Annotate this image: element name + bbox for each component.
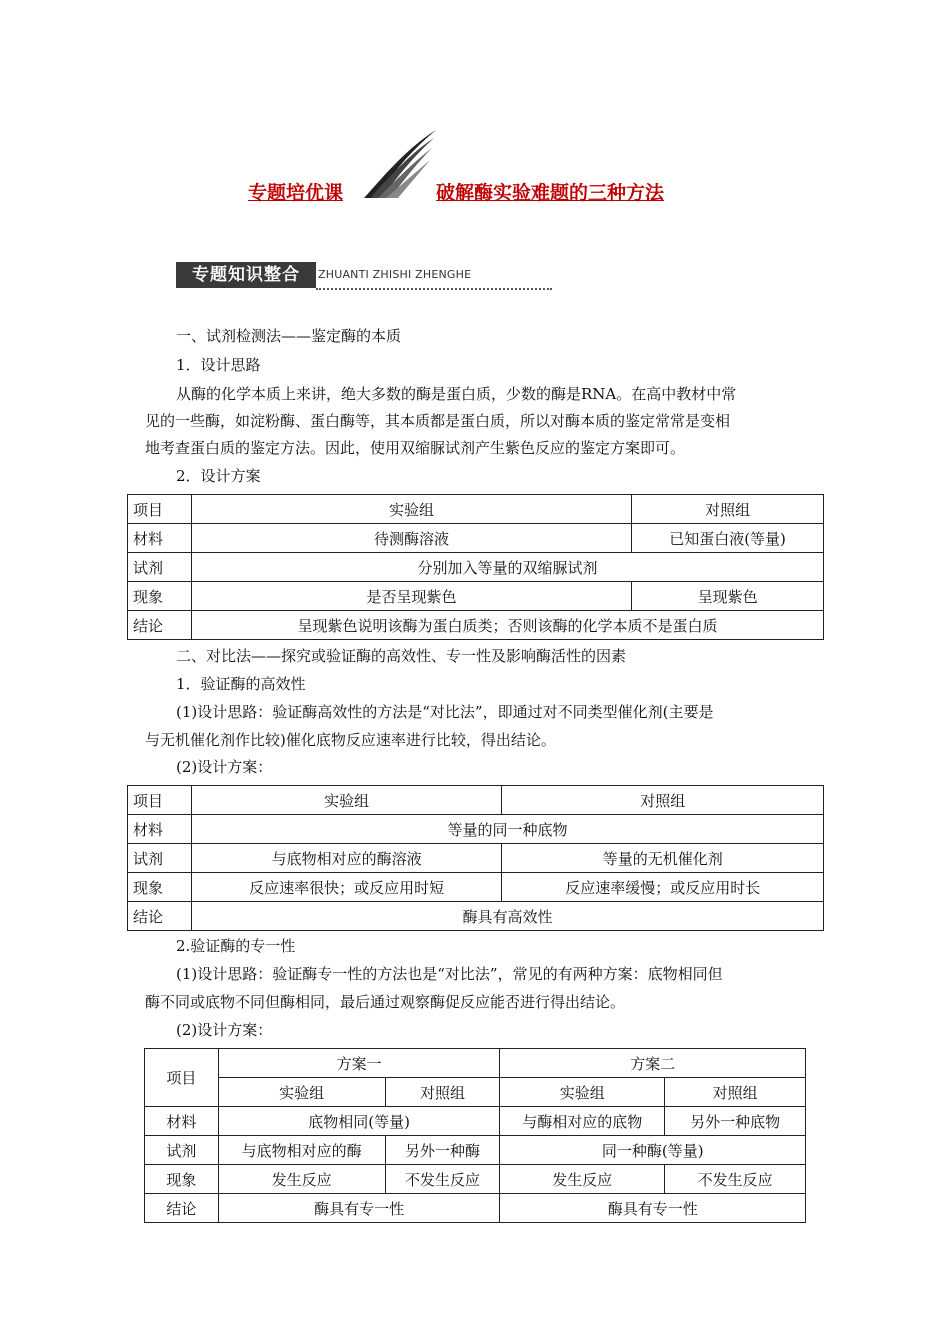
table-row <box>145 1136 806 1165</box>
banner-title: 专题知识整合 <box>176 262 316 288</box>
banner-divider <box>316 288 552 290</box>
swoosh-decoration-icon <box>362 128 438 200</box>
table-row <box>128 844 824 873</box>
table-cell: 底物相同(等量) <box>218 1107 500 1136</box>
section1-sub1: 1．设计思路 <box>176 356 261 374</box>
table-cell: 现象 <box>145 1165 219 1194</box>
table-cell: 酶具有专一性 <box>218 1194 500 1223</box>
table-cell: 发生反应 <box>500 1165 665 1194</box>
table-specificity <box>144 1048 806 1223</box>
table-row <box>128 815 824 844</box>
table-cell: 是否呈现紫色 <box>191 582 631 611</box>
table-row <box>128 495 824 524</box>
table-cell: 现象 <box>128 582 192 611</box>
table-cell: 同一种酶(等量) <box>500 1136 806 1165</box>
table-cell: 已知蛋白液(等量) <box>632 524 824 553</box>
table-cell: 实验组 <box>191 495 631 524</box>
table-row <box>145 1078 806 1107</box>
table-row <box>145 1165 806 1194</box>
table-cell: 呈现紫色 <box>632 582 824 611</box>
section2-plan2: (2)设计方案： <box>176 1021 273 1039</box>
table-cell: 对照组 <box>632 495 824 524</box>
section1-para-line: 见的一些酶，如淀粉酶、蛋白酶等，其本质都是蛋白质，所以对酶本质的鉴定常常是变相 <box>145 412 731 430</box>
section1-para-line: 地考查蛋白质的鉴定方法。因此，使用双缩脲试剂产生紫色反应的鉴定方案即可。 <box>145 439 686 457</box>
table-cell: 另外一种酶 <box>385 1136 500 1165</box>
section1-sub2: 2．设计方案 <box>176 467 261 485</box>
table-row <box>128 902 824 931</box>
table-cell: 不发生反应 <box>665 1165 806 1194</box>
table-row <box>128 786 824 815</box>
section2-plan1: (2)设计方案： <box>176 758 273 776</box>
table-cell: 项目 <box>145 1049 219 1107</box>
table-cell: 反应速率缓慢；或反应用时长 <box>502 873 824 902</box>
table-cell: 酶具有高效性 <box>191 902 823 931</box>
section1-heading: 一、试剂检测法——鉴定酶的本质 <box>176 327 402 345</box>
table-cell: 待测酶溶液 <box>191 524 631 553</box>
title-left: 专题培优课 <box>248 182 344 204</box>
table-cell: 材料 <box>145 1107 219 1136</box>
table-cell: 方案二 <box>500 1049 806 1078</box>
section2-para2-line: (1)设计思路：验证酶专一性的方法也是“对比法”，常见的有两种方案：底物相同但 <box>176 965 723 983</box>
table-cell: 不发生反应 <box>385 1165 500 1194</box>
table-row <box>128 873 824 902</box>
table-cell: 反应速率很快；或反应用时短 <box>191 873 502 902</box>
table-row <box>145 1049 806 1078</box>
table-cell: 与底物相对应的酶溶液 <box>191 844 502 873</box>
table-cell: 方案一 <box>218 1049 500 1078</box>
table-cell: 实验组 <box>500 1078 665 1107</box>
section1-para-line: 从酶的化学本质上来讲，绝大多数的酶是蛋白质，少数的酶是RNA。在高中教材中常 <box>176 385 737 403</box>
table-cell: 与底物相对应的酶 <box>218 1136 385 1165</box>
section2-heading: 二、对比法——探究或验证酶的高效性、专一性及影响酶活性的因素 <box>176 647 627 665</box>
table-cell: 另外一种底物 <box>665 1107 806 1136</box>
section-banner <box>176 262 554 292</box>
table-cell: 试剂 <box>128 844 192 873</box>
table-cell: 与酶相对应的底物 <box>500 1107 665 1136</box>
table-cell: 现象 <box>128 873 192 902</box>
table-cell: 分别加入等量的双缩脲试剂 <box>191 553 823 582</box>
section2-para1-line: (1)设计思路：验证酶高效性的方法是“对比法”，即通过对不同类型催化剂(主要是 <box>176 703 714 721</box>
section2-sub2: 2.验证酶的专一性 <box>176 937 296 955</box>
table-cell: 实验组 <box>191 786 502 815</box>
table-cell: 酶具有专一性 <box>500 1194 806 1223</box>
table-row <box>128 553 824 582</box>
table-cell: 项目 <box>128 495 192 524</box>
table-cell: 对照组 <box>385 1078 500 1107</box>
section2-para2-line: 酶不同或底物不同但酶相同，最后通过观察酶促反应能否进行得出结论。 <box>145 993 626 1011</box>
table-row <box>128 582 824 611</box>
table-cell: 呈现紫色说明该酶为蛋白质类；否则该酶的化学本质不是蛋白质 <box>191 611 823 640</box>
table-enzyme-nature <box>127 494 824 640</box>
table-cell: 试剂 <box>145 1136 219 1165</box>
table-efficiency <box>127 785 824 931</box>
title-area <box>0 120 950 210</box>
table-cell: 材料 <box>128 524 192 553</box>
table-cell: 等量的无机催化剂 <box>502 844 824 873</box>
table-cell: 项目 <box>128 786 192 815</box>
banner-english: ZHUANTI ZHISHI ZHENGHE <box>318 268 472 281</box>
table-row <box>145 1194 806 1223</box>
table-cell: 发生反应 <box>218 1165 385 1194</box>
table-row <box>128 611 824 640</box>
table-row <box>145 1107 806 1136</box>
section2-para1-line: 与无机催化剂作比较)催化底物反应速率进行比较，得出结论。 <box>145 731 556 749</box>
table-cell: 结论 <box>128 611 192 640</box>
table-cell: 材料 <box>128 815 192 844</box>
table-cell: 结论 <box>145 1194 219 1223</box>
table-cell: 结论 <box>128 902 192 931</box>
table-row <box>128 524 824 553</box>
table-cell: 对照组 <box>665 1078 806 1107</box>
table-cell: 实验组 <box>218 1078 385 1107</box>
table-cell: 等量的同一种底物 <box>191 815 823 844</box>
table-cell: 对照组 <box>502 786 824 815</box>
table-cell: 试剂 <box>128 553 192 582</box>
title-right: 破解酶实验难题的三种方法 <box>436 182 665 204</box>
section2-sub1: 1．验证酶的高效性 <box>176 675 306 693</box>
